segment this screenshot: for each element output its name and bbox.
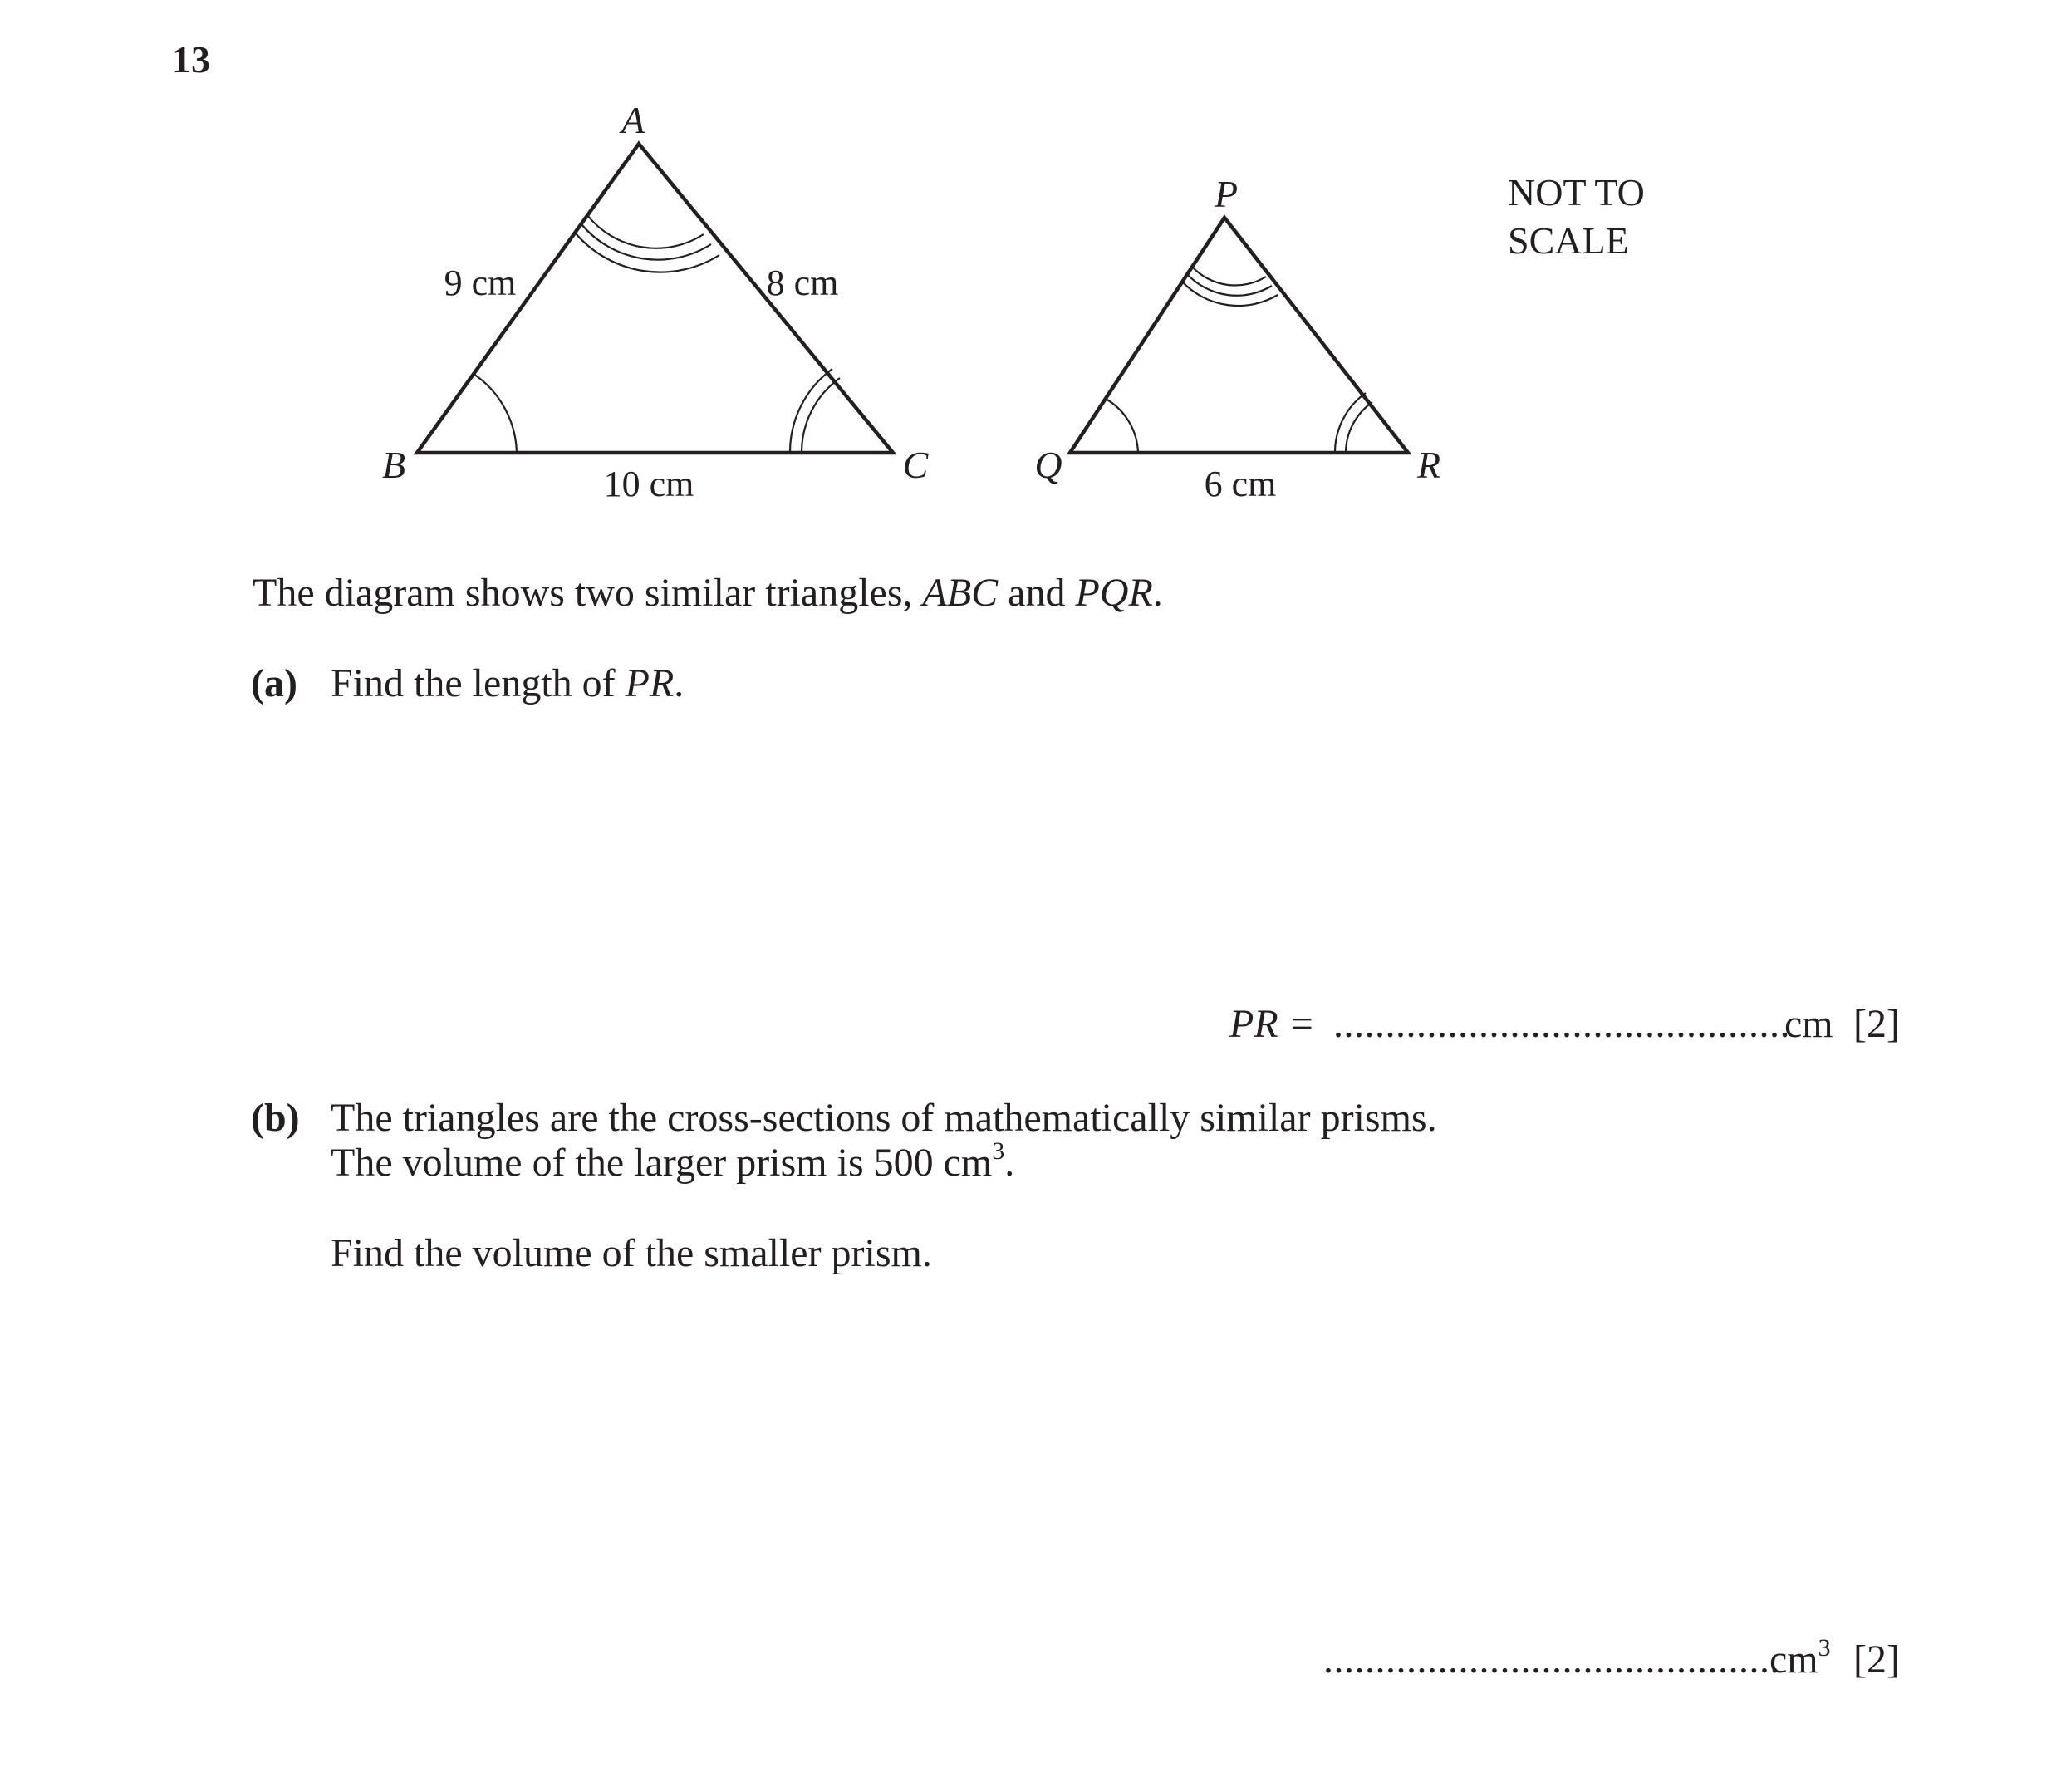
- intro-triangle-pqr: PQR: [1075, 571, 1153, 615]
- part-a-marks: [2]: [1853, 1002, 1900, 1046]
- part-b-line2-text: The volume of the larger prism is 500 cm: [331, 1141, 993, 1185]
- side-ab-label: 9 cm: [444, 263, 517, 303]
- vertex-b-label: B: [381, 444, 406, 486]
- part-a-label: (a): [251, 661, 297, 705]
- part-a-text: Find the length of: [331, 661, 626, 705]
- vertex-q-label: Q: [1034, 444, 1062, 486]
- part-b-unit: [1769, 1634, 1831, 1682]
- part-a-answer-field[interactable]: ............................................: [1333, 1002, 1790, 1046]
- part-b-line2-superscript: 3: [992, 1137, 1005, 1165]
- vertex-p-label: P: [1214, 173, 1239, 215]
- triangle-pqr: [1070, 218, 1408, 453]
- part-a-segment: PR: [625, 661, 675, 705]
- intro-text-end: .: [1152, 571, 1163, 615]
- not-to-scale-line2: SCALE: [1508, 219, 1629, 262]
- part-b-line1: The triangles are the cross-sections of mathematically similar prisms.: [331, 1096, 1437, 1140]
- vertex-c-label: C: [902, 444, 929, 486]
- part-a-answer-prefix: PR =: [1229, 1002, 1316, 1046]
- intro-text: [253, 570, 1163, 616]
- part-b-label: (b): [251, 1096, 300, 1140]
- part-b-unit-text: cm: [1769, 1637, 1818, 1682]
- part-b-unit-superscript: 3: [1818, 1634, 1831, 1662]
- side-qr-label: 6 cm: [1204, 464, 1277, 504]
- part-b-line3: Find the volume of the smaller prism.: [331, 1231, 932, 1275]
- intro-text-and: and: [998, 571, 1076, 615]
- question-number: 13: [172, 38, 210, 81]
- vertex-a-label: A: [621, 99, 645, 141]
- part-a-unit: cm: [1784, 1002, 1833, 1046]
- part-b-line2-end: .: [1004, 1141, 1015, 1185]
- part-a-question: [331, 660, 684, 707]
- part-b-marks: [2]: [1853, 1637, 1900, 1682]
- side-bc-label: 10 cm: [603, 464, 694, 504]
- part-b-answer-field[interactable]: ............................................: [1323, 1637, 1780, 1682]
- not-to-scale-line1: NOT TO: [1508, 171, 1645, 214]
- part-a-text-end: .: [674, 661, 685, 705]
- intro-triangle-abc: ABC: [922, 571, 999, 615]
- intro-text-start: The diagram shows two similar triangles,: [253, 571, 923, 615]
- similar-triangles-diagram: [0, 0, 2061, 582]
- side-ac-label: 8 cm: [766, 263, 839, 303]
- vertex-r-label: R: [1416, 444, 1441, 486]
- part-b-line2: [331, 1137, 1015, 1186]
